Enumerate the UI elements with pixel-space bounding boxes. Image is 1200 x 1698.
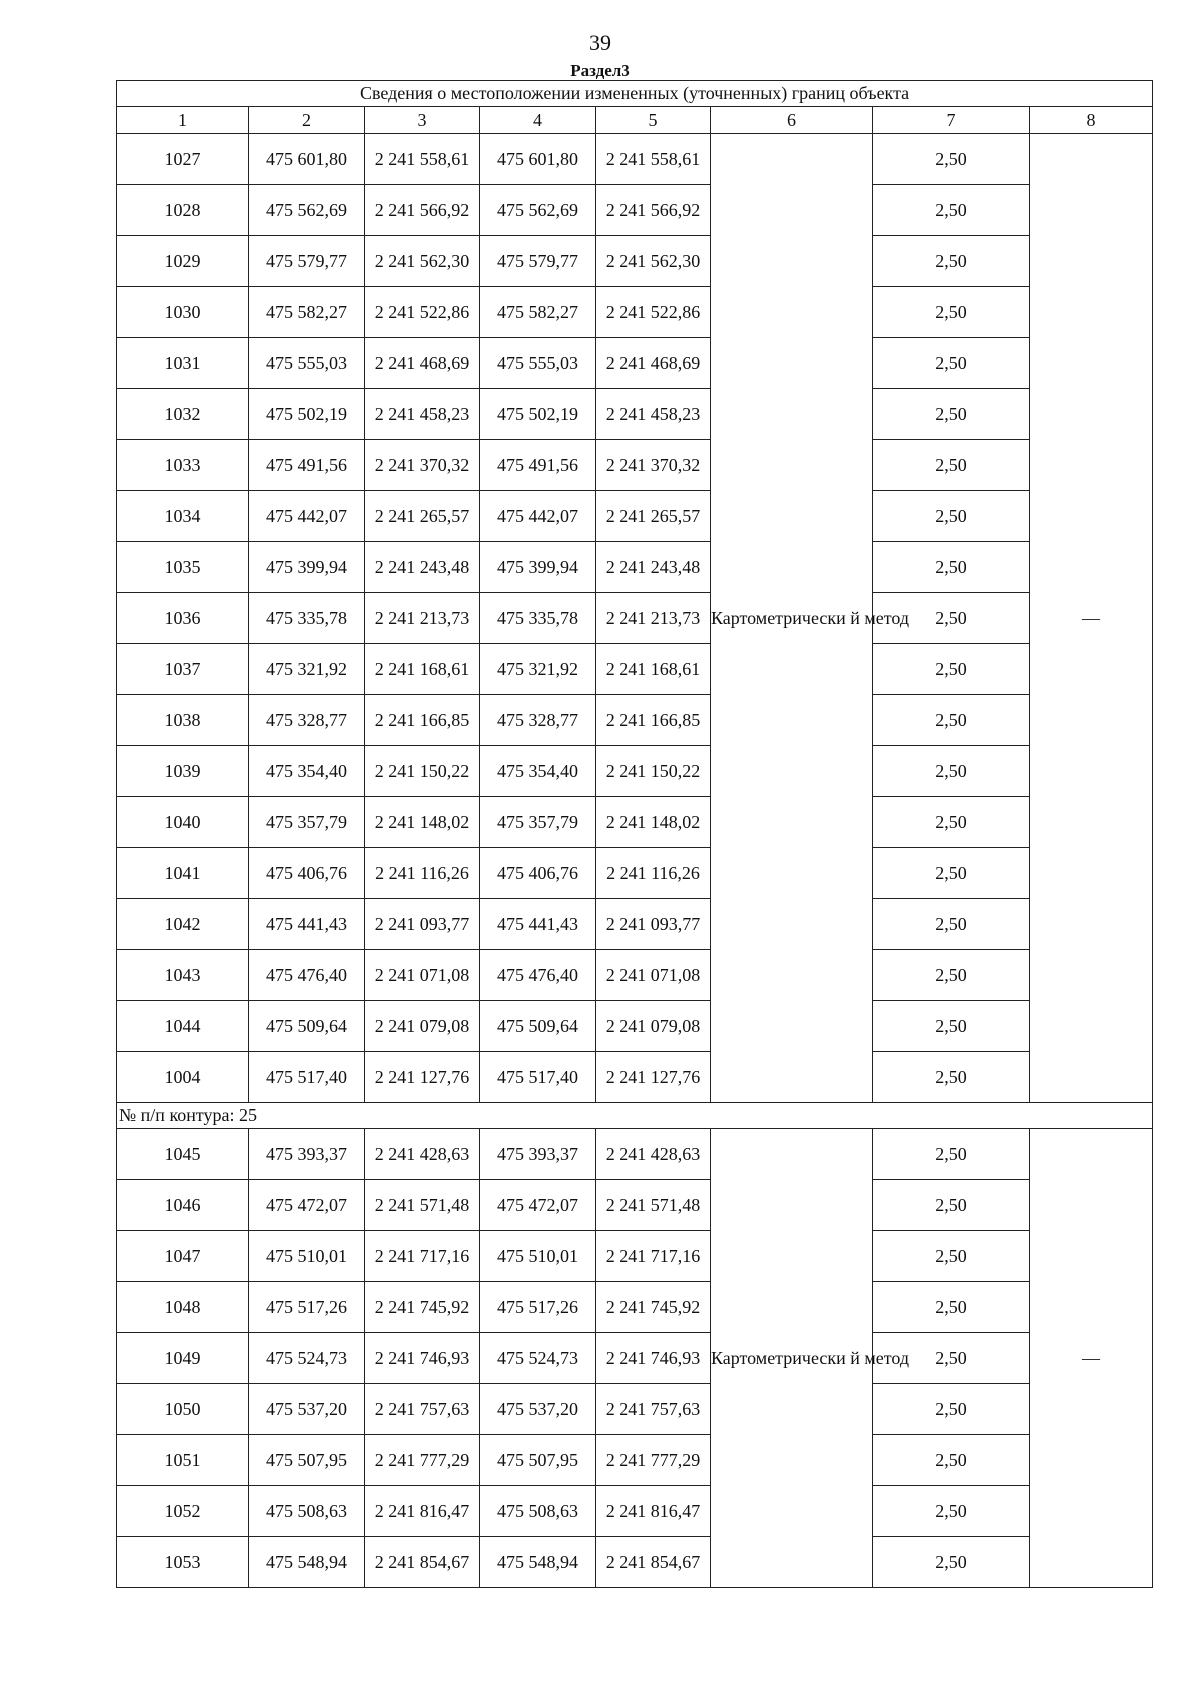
point-number-cell: 1034 (117, 491, 249, 542)
y-existing-cell: 2 241 116,26 (365, 848, 480, 899)
column-number: 2 (249, 107, 365, 134)
point-number-cell: 1047 (117, 1231, 249, 1282)
table-row (117, 134, 1153, 185)
y-new-cell: 2 241 148,02 (596, 797, 711, 848)
x-new-cell: 475 510,01 (480, 1231, 596, 1282)
y-existing-cell: 2 241 150,22 (365, 746, 480, 797)
precision-cell: 2,50 (873, 287, 1030, 338)
y-existing-cell: 2 241 757,63 (365, 1384, 480, 1435)
table-caption: Сведения о местоположении измененных (уточненных) границ объекта (117, 81, 1153, 107)
point-number-cell: 1031 (117, 338, 249, 389)
description-cell: — (1030, 1129, 1153, 1588)
x-new-cell: 475 335,78 (480, 593, 596, 644)
x-existing-cell: 475 491,56 (249, 440, 365, 491)
y-new-cell: 2 241 213,73 (596, 593, 711, 644)
y-existing-cell: 2 241 079,08 (365, 1001, 480, 1052)
x-new-cell: 475 509,64 (480, 1001, 596, 1052)
y-new-cell: 2 241 458,23 (596, 389, 711, 440)
table-row (117, 1052, 1153, 1103)
x-existing-cell: 475 579,77 (249, 236, 365, 287)
y-existing-cell: 2 241 777,29 (365, 1435, 480, 1486)
precision-cell: 2,50 (873, 1435, 1030, 1486)
x-new-cell: 475 393,37 (480, 1129, 596, 1180)
point-number-cell: 1046 (117, 1180, 249, 1231)
x-existing-cell: 475 335,78 (249, 593, 365, 644)
description-cell: — (1030, 134, 1153, 1103)
precision-cell: 2,50 (873, 644, 1030, 695)
x-existing-cell: 475 399,94 (249, 542, 365, 593)
y-existing-cell: 2 241 370,32 (365, 440, 480, 491)
table-row (117, 1129, 1153, 1180)
point-number-cell: 1049 (117, 1333, 249, 1384)
table-row (117, 185, 1153, 236)
point-number-cell: 1039 (117, 746, 249, 797)
column-number: 4 (480, 107, 596, 134)
y-new-cell: 2 241 522,86 (596, 287, 711, 338)
x-existing-cell: 475 393,37 (249, 1129, 365, 1180)
y-new-cell: 2 241 243,48 (596, 542, 711, 593)
y-existing-cell: 2 241 213,73 (365, 593, 480, 644)
precision-cell: 2,50 (873, 1001, 1030, 1052)
point-number-cell: 1040 (117, 797, 249, 848)
column-number: 7 (873, 107, 1030, 134)
y-new-cell: 2 241 168,61 (596, 644, 711, 695)
y-existing-cell: 2 241 816,47 (365, 1486, 480, 1537)
x-new-cell: 475 601,80 (480, 134, 596, 185)
y-new-cell: 2 241 071,08 (596, 950, 711, 1001)
x-new-cell: 475 472,07 (480, 1180, 596, 1231)
y-existing-cell: 2 241 746,93 (365, 1333, 480, 1384)
x-existing-cell: 475 507,95 (249, 1435, 365, 1486)
precision-cell: 2,50 (873, 440, 1030, 491)
precision-cell: 2,50 (873, 848, 1030, 899)
x-existing-cell: 475 548,94 (249, 1537, 365, 1588)
precision-cell: 2,50 (873, 134, 1030, 185)
column-number: 1 (117, 107, 249, 134)
x-new-cell: 475 517,40 (480, 1052, 596, 1103)
y-existing-cell: 2 241 168,61 (365, 644, 480, 695)
precision-cell: 2,50 (873, 797, 1030, 848)
y-new-cell: 2 241 745,92 (596, 1282, 711, 1333)
x-new-cell: 475 491,56 (480, 440, 596, 491)
y-existing-cell: 2 241 745,92 (365, 1282, 480, 1333)
point-number-cell: 1004 (117, 1052, 249, 1103)
x-existing-cell: 475 562,69 (249, 185, 365, 236)
table-row (117, 1435, 1153, 1486)
x-new-cell: 475 555,03 (480, 338, 596, 389)
contour-label: № п/п контура: 25 (117, 1103, 1153, 1129)
point-number-cell: 1045 (117, 1129, 249, 1180)
x-new-cell: 475 406,76 (480, 848, 596, 899)
precision-cell: 2,50 (873, 1384, 1030, 1435)
y-existing-cell: 2 241 265,57 (365, 491, 480, 542)
y-new-cell: 2 241 116,26 (596, 848, 711, 899)
y-existing-cell: 2 241 566,92 (365, 185, 480, 236)
x-new-cell: 475 562,69 (480, 185, 596, 236)
precision-cell: 2,50 (873, 1129, 1030, 1180)
y-existing-cell: 2 241 243,48 (365, 542, 480, 593)
y-existing-cell: 2 241 522,86 (365, 287, 480, 338)
x-new-cell: 475 354,40 (480, 746, 596, 797)
table-row (117, 1333, 1153, 1384)
table-row (117, 797, 1153, 848)
point-number-cell: 1035 (117, 542, 249, 593)
precision-cell: 2,50 (873, 389, 1030, 440)
precision-cell: 2,50 (873, 1333, 1030, 1384)
y-new-cell: 2 241 150,22 (596, 746, 711, 797)
precision-cell: 2,50 (873, 1052, 1030, 1103)
x-existing-cell: 475 442,07 (249, 491, 365, 542)
table-row (117, 440, 1153, 491)
table-row (117, 1537, 1153, 1588)
precision-cell: 2,50 (873, 185, 1030, 236)
table-row (117, 287, 1153, 338)
precision-cell: 2,50 (873, 746, 1030, 797)
y-existing-cell: 2 241 558,61 (365, 134, 480, 185)
table-row (117, 950, 1153, 1001)
y-existing-cell: 2 241 093,77 (365, 899, 480, 950)
y-existing-cell: 2 241 468,69 (365, 338, 480, 389)
x-existing-cell: 475 582,27 (249, 287, 365, 338)
x-existing-cell: 475 354,40 (249, 746, 365, 797)
y-existing-cell: 2 241 854,67 (365, 1537, 480, 1588)
y-new-cell: 2 241 079,08 (596, 1001, 711, 1052)
x-existing-cell: 475 406,76 (249, 848, 365, 899)
precision-cell: 2,50 (873, 899, 1030, 950)
precision-cell: 2,50 (873, 593, 1030, 644)
table-row (117, 1231, 1153, 1282)
point-number-cell: 1053 (117, 1537, 249, 1588)
precision-cell: 2,50 (873, 695, 1030, 746)
precision-cell: 2,50 (873, 542, 1030, 593)
point-number-cell: 1041 (117, 848, 249, 899)
y-new-cell: 2 241 093,77 (596, 899, 711, 950)
x-new-cell: 475 524,73 (480, 1333, 596, 1384)
x-existing-cell: 475 321,92 (249, 644, 365, 695)
x-new-cell: 475 517,26 (480, 1282, 596, 1333)
column-number: 6 (711, 107, 873, 134)
point-number-cell: 1050 (117, 1384, 249, 1435)
table-body (117, 134, 1153, 1588)
y-new-cell: 2 241 746,93 (596, 1333, 711, 1384)
point-number-cell: 1029 (117, 236, 249, 287)
x-existing-cell: 475 357,79 (249, 797, 365, 848)
point-number-cell: 1036 (117, 593, 249, 644)
table-row (117, 746, 1153, 797)
table-row (117, 1180, 1153, 1231)
x-new-cell: 475 548,94 (480, 1537, 596, 1588)
point-number-cell: 1048 (117, 1282, 249, 1333)
y-existing-cell: 2 241 071,08 (365, 950, 480, 1001)
x-new-cell: 475 579,77 (480, 236, 596, 287)
x-existing-cell: 475 328,77 (249, 695, 365, 746)
y-new-cell: 2 241 777,29 (596, 1435, 711, 1486)
table-row (117, 695, 1153, 746)
x-existing-cell: 475 472,07 (249, 1180, 365, 1231)
point-number-cell: 1037 (117, 644, 249, 695)
table-row (117, 899, 1153, 950)
table-row (117, 1001, 1153, 1052)
precision-cell: 2,50 (873, 236, 1030, 287)
y-existing-cell: 2 241 562,30 (365, 236, 480, 287)
table-header (117, 81, 1153, 134)
point-number-cell: 1044 (117, 1001, 249, 1052)
x-existing-cell: 475 476,40 (249, 950, 365, 1001)
y-existing-cell: 2 241 127,76 (365, 1052, 480, 1103)
table-row (117, 593, 1153, 644)
x-existing-cell: 475 509,64 (249, 1001, 365, 1052)
point-number-cell: 1051 (117, 1435, 249, 1486)
precision-cell: 2,50 (873, 950, 1030, 1001)
precision-cell: 2,50 (873, 338, 1030, 389)
column-number: 5 (596, 107, 711, 134)
y-new-cell: 2 241 717,16 (596, 1231, 711, 1282)
table-row (117, 491, 1153, 542)
precision-cell: 2,50 (873, 1486, 1030, 1537)
x-existing-cell: 475 555,03 (249, 338, 365, 389)
table-row (117, 236, 1153, 287)
y-existing-cell: 2 241 148,02 (365, 797, 480, 848)
x-new-cell: 475 328,77 (480, 695, 596, 746)
x-new-cell: 475 399,94 (480, 542, 596, 593)
point-number-cell: 1028 (117, 185, 249, 236)
x-new-cell: 475 441,43 (480, 899, 596, 950)
y-new-cell: 2 241 265,57 (596, 491, 711, 542)
table-row (117, 1384, 1153, 1435)
x-existing-cell: 475 537,20 (249, 1384, 365, 1435)
point-number-cell: 1033 (117, 440, 249, 491)
precision-cell: 2,50 (873, 491, 1030, 542)
x-existing-cell: 475 510,01 (249, 1231, 365, 1282)
y-new-cell: 2 241 566,92 (596, 185, 711, 236)
page-number: 39 (589, 30, 611, 55)
y-existing-cell: 2 241 166,85 (365, 695, 480, 746)
x-existing-cell: 475 502,19 (249, 389, 365, 440)
y-new-cell: 2 241 468,69 (596, 338, 711, 389)
y-new-cell: 2 241 370,32 (596, 440, 711, 491)
point-number-cell: 1038 (117, 695, 249, 746)
y-new-cell: 2 241 854,67 (596, 1537, 711, 1588)
y-existing-cell: 2 241 428,63 (365, 1129, 480, 1180)
x-existing-cell: 475 508,63 (249, 1486, 365, 1537)
method-cell: Картометрически й метод (711, 134, 873, 1103)
y-new-cell: 2 241 428,63 (596, 1129, 711, 1180)
point-number-cell: 1032 (117, 389, 249, 440)
y-new-cell: 2 241 127,76 (596, 1052, 711, 1103)
x-new-cell: 475 582,27 (480, 287, 596, 338)
y-existing-cell: 2 241 458,23 (365, 389, 480, 440)
x-new-cell: 475 502,19 (480, 389, 596, 440)
y-new-cell: 2 241 562,30 (596, 236, 711, 287)
coordinates-table (116, 80, 1153, 1588)
x-new-cell: 475 442,07 (480, 491, 596, 542)
y-new-cell: 2 241 816,47 (596, 1486, 711, 1537)
point-number-cell: 1052 (117, 1486, 249, 1537)
x-new-cell: 475 537,20 (480, 1384, 596, 1435)
table-row (117, 848, 1153, 899)
table-row (117, 338, 1153, 389)
point-number-cell: 1042 (117, 899, 249, 950)
x-existing-cell: 475 517,26 (249, 1282, 365, 1333)
column-number: 8 (1030, 107, 1153, 134)
contour-row (117, 1103, 1153, 1129)
x-new-cell: 475 508,63 (480, 1486, 596, 1537)
table-row (117, 1282, 1153, 1333)
column-number-row (117, 107, 1153, 134)
method-cell: Картометрически й метод (711, 1129, 873, 1588)
x-existing-cell: 475 601,80 (249, 134, 365, 185)
table-row (117, 542, 1153, 593)
y-existing-cell: 2 241 717,16 (365, 1231, 480, 1282)
section-title: Раздел3 (570, 61, 630, 80)
x-new-cell: 475 357,79 (480, 797, 596, 848)
column-number: 3 (365, 107, 480, 134)
precision-cell: 2,50 (873, 1282, 1030, 1333)
x-new-cell: 475 321,92 (480, 644, 596, 695)
table-row (117, 389, 1153, 440)
y-existing-cell: 2 241 571,48 (365, 1180, 480, 1231)
y-new-cell: 2 241 166,85 (596, 695, 711, 746)
y-new-cell: 2 241 558,61 (596, 134, 711, 185)
x-existing-cell: 475 517,40 (249, 1052, 365, 1103)
x-new-cell: 475 476,40 (480, 950, 596, 1001)
point-number-cell: 1030 (117, 287, 249, 338)
x-existing-cell: 475 524,73 (249, 1333, 365, 1384)
y-new-cell: 2 241 757,63 (596, 1384, 711, 1435)
table-row (117, 1486, 1153, 1537)
precision-cell: 2,50 (873, 1180, 1030, 1231)
y-new-cell: 2 241 571,48 (596, 1180, 711, 1231)
precision-cell: 2,50 (873, 1537, 1030, 1588)
table-row (117, 644, 1153, 695)
point-number-cell: 1043 (117, 950, 249, 1001)
point-number-cell: 1027 (117, 134, 249, 185)
x-existing-cell: 475 441,43 (249, 899, 365, 950)
x-new-cell: 475 507,95 (480, 1435, 596, 1486)
precision-cell: 2,50 (873, 1231, 1030, 1282)
